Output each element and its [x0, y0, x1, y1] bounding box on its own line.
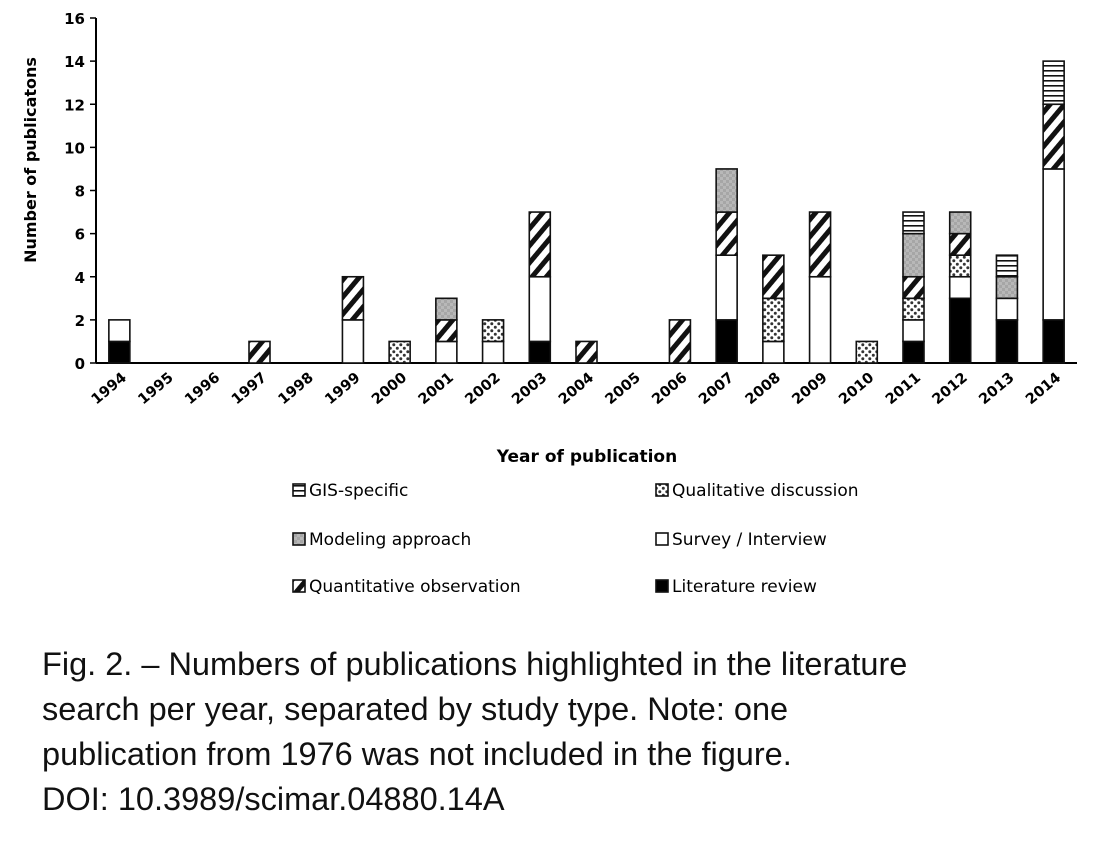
bar-segment-2014-quantitative-observation [1043, 104, 1064, 169]
y-tick-label: 14 [64, 53, 85, 72]
bar-segment-2009-survey-interview [810, 277, 831, 363]
x-tick-label-2007: 2007 [696, 369, 738, 409]
bar-segment-2011-quantitative-observation [903, 277, 924, 299]
bar-segment-2011-modeling-approach [903, 234, 924, 277]
bar-segment-2011-survey-interview [903, 320, 924, 342]
legend-label-literature-review: Literature review [672, 577, 817, 597]
legend-swatch-qualitative-discussion [656, 484, 668, 496]
bar-segment-2011-literature-review [903, 341, 924, 363]
bar-segment-2012-modeling-approach [950, 212, 971, 234]
bar-segment-1999-survey-interview [342, 320, 363, 363]
x-tick-label-1995: 1995 [135, 369, 177, 409]
bar-segment-2001-modeling-approach [436, 298, 457, 320]
bar-segment-1997-quantitative-observation [249, 341, 270, 363]
bar-segment-2007-quantitative-observation [716, 212, 737, 255]
legend-swatch-modeling-approach [293, 533, 305, 545]
legend [293, 481, 859, 597]
bar-segment-2012-quantitative-observation [950, 234, 971, 256]
x-tick-label-1998: 1998 [275, 369, 317, 409]
x-tick-label-1997: 1997 [228, 369, 271, 409]
bar-segment-2008-qualitative-discussion [763, 298, 784, 341]
bars [109, 61, 1064, 363]
legend-label-modeling-approach: Modeling approach [309, 530, 472, 550]
bar-segment-2013-survey-interview [996, 298, 1017, 320]
figure-caption [42, 642, 1092, 822]
y-tick-label: 10 [64, 139, 85, 158]
bar-segment-2014-survey-interview [1043, 169, 1064, 320]
legend-label-survey-interview: Survey / Interview [672, 530, 827, 550]
y-axis-label: Number of publicatons [21, 57, 40, 263]
bar-segment-2010-qualitative-discussion [856, 341, 877, 363]
y-tick-label: 6 [74, 225, 85, 244]
bar-segment-2000-qualitative-discussion [389, 341, 410, 363]
bar-segment-2009-quantitative-observation [810, 212, 831, 277]
bar-segment-2012-survey-interview [950, 277, 971, 299]
legend-swatch-survey-interview [656, 533, 668, 545]
caption-line: publication from 1976 was not included in the figure. [42, 736, 792, 772]
bar-segment-2001-quantitative-observation [436, 320, 457, 342]
bar-segment-2003-survey-interview [529, 277, 550, 342]
legend-swatch-literature-review [656, 580, 668, 592]
bar-segment-2011-gis-specific [903, 212, 924, 234]
bar-segment-2011-qualitative-discussion [903, 298, 924, 320]
bar-segment-2012-qualitative-discussion [950, 255, 971, 277]
x-tick-label-2011: 2011 [882, 369, 925, 409]
caption-line: DOI: 10.3989/scimar.04880.14A [42, 781, 505, 817]
bar-segment-2013-literature-review [996, 320, 1017, 363]
bar-segment-2007-literature-review [716, 320, 737, 363]
bar-segment-1999-quantitative-observation [342, 277, 363, 320]
y-tick-label: 0 [74, 355, 85, 373]
legend-label-gis-specific: GIS-specific [309, 481, 409, 501]
y-ticks [64, 10, 96, 373]
plot-area [64, 10, 1077, 408]
x-tick-label-2010: 2010 [836, 369, 878, 409]
bar-segment-2014-gis-specific [1043, 61, 1064, 104]
y-tick-label: 2 [74, 311, 85, 330]
x-tick-label-2005: 2005 [602, 369, 644, 409]
bar-segment-2013-modeling-approach [996, 277, 1017, 299]
x-tick-label-2001: 2001 [415, 369, 457, 409]
x-tick-label-2002: 2002 [462, 369, 504, 409]
bar-segment-2007-survey-interview [716, 255, 737, 320]
legend-swatch-quantitative-observation [293, 580, 305, 592]
caption-line: Fig. 2. – Numbers of publications highlighted in the literature [42, 646, 908, 682]
x-tick-label-2003: 2003 [509, 369, 551, 409]
x-tick-label-2009: 2009 [789, 369, 831, 409]
bar-segment-2004-quantitative-observation [576, 341, 597, 363]
legend-label-quantitative-observation: Quantitative observation [309, 577, 521, 597]
bar-segment-2014-literature-review [1043, 320, 1064, 363]
x-tick-label-1994: 1994 [88, 369, 130, 409]
bar-segment-2002-survey-interview [483, 341, 504, 363]
y-tick-label: 16 [64, 10, 85, 28]
y-tick-label: 4 [74, 268, 85, 287]
x-tick-label-2012: 2012 [929, 369, 971, 409]
x-tick-label-2014: 2014 [1023, 369, 1065, 409]
bar-segment-2003-literature-review [529, 341, 550, 363]
y-tick-label: 12 [64, 96, 85, 115]
x-tick-label-2006: 2006 [649, 369, 691, 409]
bar-segment-2003-quantitative-observation [529, 212, 550, 277]
x-axis-label: Year of publication [496, 447, 678, 467]
x-tick-label-1999: 1999 [322, 369, 364, 409]
legend-swatch-gis-specific [293, 484, 305, 496]
legend-label-qualitative-discussion: Qualitative discussion [672, 481, 859, 501]
x-tick-label-2013: 2013 [976, 369, 1018, 409]
bar-segment-2013-gis-specific [996, 255, 1017, 277]
x-tick-label-2000: 2000 [369, 369, 411, 409]
bar-segment-2007-modeling-approach [716, 169, 737, 212]
bar-segment-2001-survey-interview [436, 341, 457, 363]
x-tick-label-2004: 2004 [555, 369, 598, 409]
x-tick-label-2008: 2008 [742, 369, 784, 409]
bar-segment-1994-survey-interview [109, 320, 130, 342]
bar-segment-2006-quantitative-observation [669, 320, 690, 363]
x-ticks [89, 370, 1064, 408]
y-tick-label: 8 [74, 182, 85, 201]
x-tick-label-1996: 1996 [182, 369, 224, 409]
caption-line: search per year, separated by study type. Note: one [42, 691, 789, 727]
bar-segment-2012-literature-review [950, 298, 971, 363]
bar-segment-2008-survey-interview [763, 341, 784, 363]
bar-segment-2002-qualitative-discussion [483, 320, 504, 342]
bar-segment-2008-quantitative-observation [763, 255, 784, 298]
bar-segment-1994-literature-review [109, 341, 130, 363]
